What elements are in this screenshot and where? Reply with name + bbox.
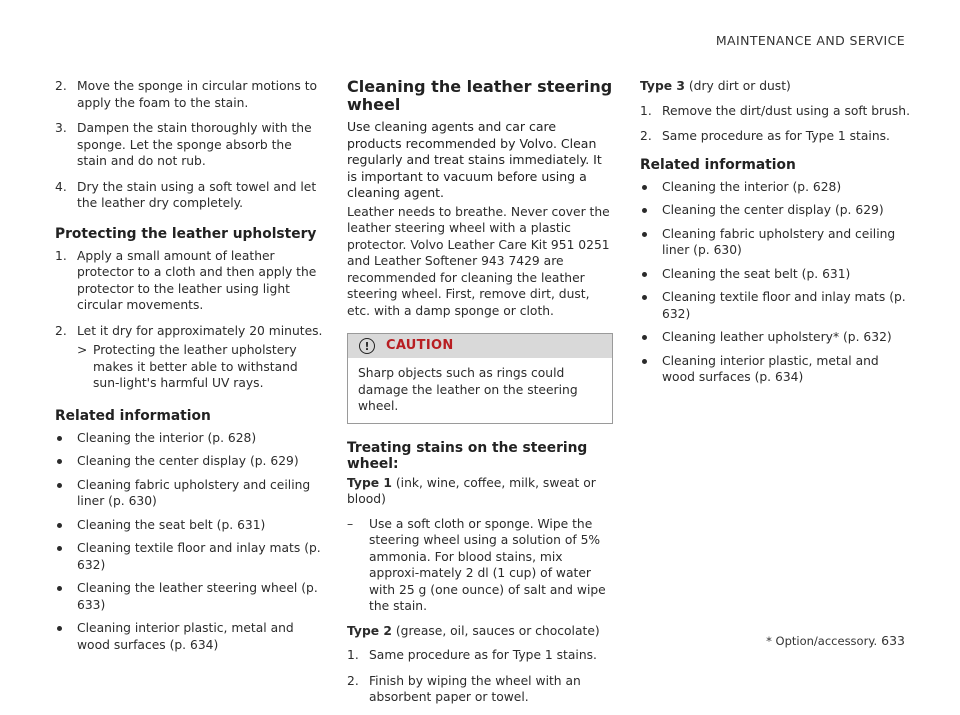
related-heading: Related information bbox=[55, 407, 211, 424]
bullet-icon bbox=[55, 477, 77, 510]
related-item[interactable] bbox=[55, 620, 323, 653]
page-footer bbox=[766, 633, 905, 648]
step-text: Dry the stain using a soft towel and let the leather dry completely. bbox=[77, 179, 317, 210]
bullet-icon bbox=[55, 620, 77, 653]
related-item[interactable] bbox=[640, 329, 910, 346]
type3-line bbox=[640, 78, 910, 95]
bullet-icon bbox=[55, 517, 77, 534]
related-item[interactable] bbox=[640, 353, 910, 386]
step-text: Move the sponge in circular motions to apply the foam to the stain. bbox=[77, 79, 318, 110]
type1-line bbox=[347, 475, 613, 508]
step-result bbox=[77, 342, 323, 392]
related-item[interactable] bbox=[55, 430, 323, 447]
type2-label: Type 2 bbox=[347, 623, 392, 638]
dash-text: Use a soft cloth or sponge. Wipe the steering wheel using a solution of 5% ammonia. For blood stains, mix approxi-mately 2 dl (1 cup) of water with 25 g (one ounce) of salt and wipe the stain. bbox=[369, 516, 606, 613]
related-item[interactable] bbox=[640, 179, 910, 196]
bullet-icon bbox=[640, 226, 662, 259]
related-link[interactable]: Cleaning the interior (p. 628) bbox=[662, 179, 842, 194]
bullet-icon bbox=[55, 580, 77, 613]
bullet-icon bbox=[55, 453, 77, 470]
related-link[interactable]: Cleaning textile floor and inlay mats (p. 632) bbox=[77, 541, 321, 572]
dash-marker: – bbox=[347, 516, 354, 531]
step-item bbox=[640, 103, 910, 120]
step-item bbox=[55, 248, 323, 314]
related-item[interactable] bbox=[640, 226, 910, 259]
related-link[interactable]: Cleaning interior plastic, metal and wood surfaces (p. 634) bbox=[77, 621, 294, 652]
related-item[interactable] bbox=[55, 540, 323, 573]
section-intro: Use cleaning agents and car care products recommended by Volvo. Clean regularly and treat stains immediately. It is important to vacuum before using a cleaning agent. bbox=[347, 119, 602, 200]
related-heading: Related information bbox=[640, 156, 796, 173]
step-item bbox=[55, 179, 323, 212]
column-right bbox=[640, 78, 910, 393]
type3-steps bbox=[640, 103, 910, 145]
related-link[interactable]: Cleaning the seat belt (p. 631) bbox=[77, 517, 266, 532]
column-left bbox=[55, 78, 323, 660]
type1-steps bbox=[347, 516, 613, 615]
step-item bbox=[347, 673, 613, 706]
related-list bbox=[55, 430, 323, 654]
column-middle bbox=[347, 78, 613, 715]
related-link[interactable]: Cleaning textile floor and inlay mats (p. 632) bbox=[662, 290, 906, 321]
step-text-main: Let it dry for approximately 20 minutes. bbox=[77, 323, 323, 338]
step-number: 2. bbox=[640, 129, 652, 143]
bullet-icon bbox=[640, 289, 662, 322]
step-item bbox=[640, 128, 910, 145]
step-text: Same procedure as for Type 1 stains. bbox=[369, 648, 597, 662]
step-number: 1. bbox=[640, 103, 652, 118]
related-item[interactable] bbox=[55, 517, 323, 534]
step-number: 2. bbox=[55, 79, 67, 93]
related-link[interactable]: Cleaning the center display (p. 629) bbox=[77, 454, 299, 468]
related-item[interactable] bbox=[640, 289, 910, 322]
section-body: Leather needs to breathe. Never cover the leather steering wheel with a plastic protector. Volvo Leather Care Kit 951 0251 and Leather Softener 943 7429 are recommended for cleaning the leather steering wheel. First, remove dirt, dust, etc. with a damp sponge or cloth. bbox=[347, 204, 610, 318]
type1-desc: (ink, wine, coffee, milk, sweat or blood) bbox=[347, 475, 596, 506]
step-text: Dampen the stain thoroughly with the sponge. Let the sponge absorb the stain and do not rub. bbox=[77, 121, 312, 168]
step-text: Remove the dirt/dust using a soft brush. bbox=[662, 103, 910, 118]
type2-line bbox=[347, 623, 613, 640]
step-number: 4. bbox=[55, 179, 67, 194]
running-header: MAINTENANCE AND SERVICE bbox=[715, 33, 905, 48]
related-link[interactable]: Cleaning fabric upholstery and ceiling liner (p. 630) bbox=[77, 477, 311, 508]
type3-label: Type 3 bbox=[640, 79, 685, 93]
step-number: 2. bbox=[55, 323, 67, 338]
related-link[interactable]: Cleaning the leather steering wheel (p. 633) bbox=[77, 581, 318, 612]
step-number: 3. bbox=[55, 121, 67, 135]
caution-text: Sharp objects such as rings could damage the leather on the steering wheel. bbox=[358, 366, 578, 413]
step-text bbox=[77, 323, 323, 392]
step-text: Same procedure as for Type 1 stains. bbox=[662, 129, 890, 143]
step-number: 1. bbox=[55, 248, 67, 263]
stains-heading: Treating stains on the steering wheel: bbox=[347, 439, 588, 472]
type1-label: Type 1 bbox=[347, 475, 392, 490]
related-item[interactable] bbox=[55, 580, 323, 613]
result-text: Protecting the leather upholstery makes it better able to withstand sun-light's harmful UV rays. bbox=[93, 343, 298, 390]
related-link[interactable]: Cleaning the center display (p. 629) bbox=[662, 203, 884, 217]
type3-desc: (dry dirt or dust) bbox=[688, 79, 791, 93]
caution-box bbox=[347, 333, 613, 424]
bullet-icon bbox=[55, 540, 77, 573]
step-item bbox=[55, 78, 323, 111]
step-item bbox=[55, 120, 323, 170]
step-item bbox=[347, 647, 613, 664]
bullet-icon bbox=[640, 353, 662, 386]
warning-icon: ! bbox=[359, 338, 375, 354]
caution-header bbox=[348, 334, 612, 358]
page-number: 633 bbox=[881, 633, 905, 648]
step-item bbox=[55, 323, 323, 392]
type2-desc: (grease, oil, sauces or chocolate) bbox=[395, 623, 600, 638]
related-item[interactable] bbox=[640, 266, 910, 283]
dash-item bbox=[347, 516, 613, 615]
bullet-icon bbox=[55, 430, 77, 447]
related-item[interactable] bbox=[640, 202, 910, 219]
bullet-icon bbox=[640, 329, 662, 346]
related-item[interactable] bbox=[55, 453, 323, 470]
related-link[interactable]: Cleaning the interior (p. 628) bbox=[77, 430, 257, 445]
protect-steps bbox=[55, 248, 323, 392]
related-link[interactable]: Cleaning fabric upholstery and ceiling liner (p. 630) bbox=[662, 226, 896, 257]
bullet-icon bbox=[640, 179, 662, 196]
step-text: Apply a small amount of leather protector to a cloth and then apply the protector to the leather using light circular movements. bbox=[77, 248, 317, 312]
related-list bbox=[640, 179, 910, 386]
section-title: Cleaning the leather steering wheel bbox=[347, 77, 613, 114]
step-number: 1. bbox=[347, 648, 359, 662]
related-link[interactable]: Cleaning leather upholstery* (p. 632) bbox=[662, 330, 892, 344]
type2-steps bbox=[347, 647, 613, 706]
caution-title: CAUTION bbox=[386, 337, 454, 353]
footnote: * Option/accessory. bbox=[766, 634, 878, 648]
step-number: 2. bbox=[347, 673, 359, 688]
bullet-icon bbox=[640, 266, 662, 283]
related-link[interactable]: Cleaning the seat belt (p. 631) bbox=[662, 266, 851, 281]
stain-steps-continued bbox=[55, 78, 323, 212]
bullet-icon bbox=[640, 202, 662, 219]
result-marker: > bbox=[77, 343, 88, 357]
related-link[interactable]: Cleaning interior plastic, metal and wood surfaces (p. 634) bbox=[662, 353, 879, 384]
protect-heading: Protecting the leather upholstery bbox=[55, 225, 317, 242]
step-text: Finish by wiping the wheel with an absorbent paper or towel. bbox=[369, 673, 581, 704]
related-item[interactable] bbox=[55, 477, 323, 510]
